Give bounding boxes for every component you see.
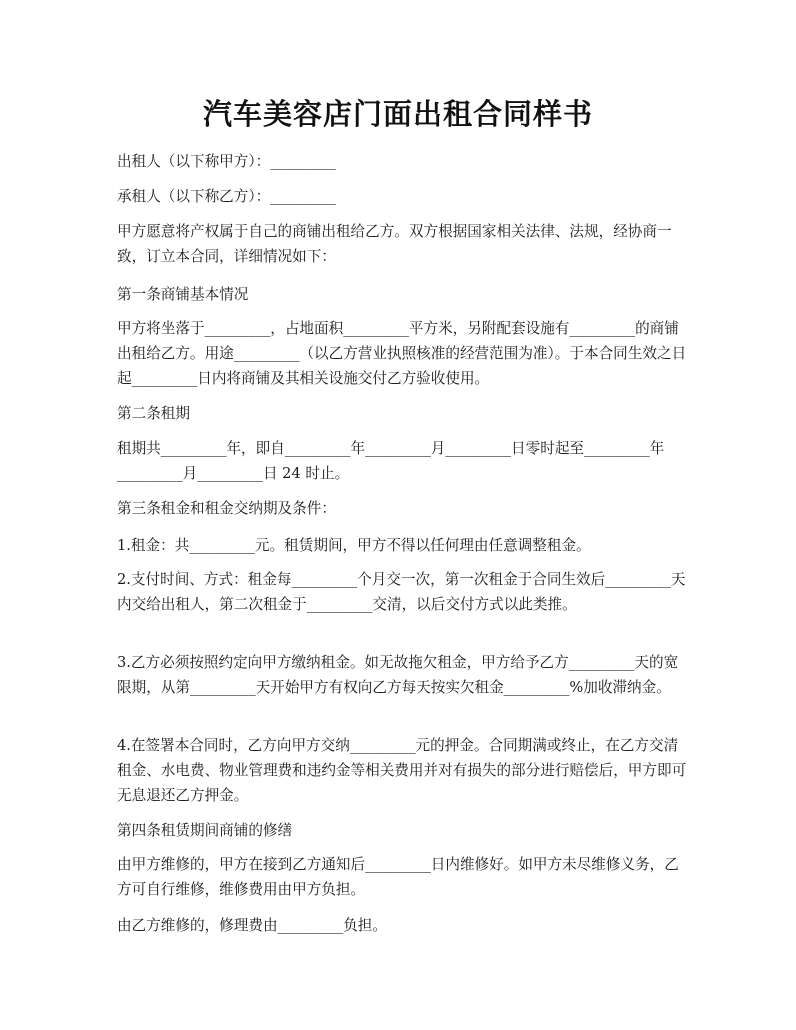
article4-body2: 由乙方维修的，修理费由_________负担。: [117, 917, 387, 934]
intro-paragraph: 甲方愿意将产权属于自己的商铺出租给乙方。双方根据国家相关法律、法规，经协商一致，订立本合同，详细情况如下：: [117, 223, 672, 265]
article2-heading: 第二条租期: [117, 405, 190, 422]
article3-item2: 2.支付时间、方式：租金每_________个月交一次，第一次租金于合同生效后_________天内交给出租人，第二次租金于_________交清，以后交付方式以此类推。: [117, 571, 686, 613]
article2-body: 租期共_________年，即自_________年_________月_________日零时起至_________年_________月_________日 24 时止。: [117, 440, 665, 482]
article3-item3: 3.乙方必须按照约定向甲方缴纳租金。如无故拖欠租金，甲方给予乙方_________天的宽限期，从第_________天开始甲方有权向乙方每天按实欠租金_________%加收滞纳金。: [117, 654, 679, 696]
article3-item1: 1.租金：共_________元。租赁期间，甲方不得以任何理由任意调整租金。: [117, 537, 591, 554]
document-title: 汽车美容店门面出租合同样书: [202, 97, 593, 131]
lessor-line: 出租人（以下称甲方）：_________: [117, 153, 336, 170]
article1-heading: 第一条商铺基本情况: [117, 286, 249, 303]
lessee-line: 承租人（以下称乙方）：_________: [117, 188, 336, 205]
article3-item4: 4.在签署本合同时，乙方向甲方交纳_________元的押金。合同期满或终止，在乙方交清租金、水电费、物业管理费和违约金等相关费用并对有损失的部分进行赔偿后，甲方即可无息退还乙方押金。: [117, 737, 687, 804]
article1-body: 甲方将坐落于_________，占地面积_________平方米，另附配套设施有_________的商铺出租给乙方。用途_________（以乙方营业执照核准的经营范围为准）。于本合同生效之日起_________日内将商铺及其相关设施交付乙方验收使用。: [117, 320, 687, 387]
article4-body1: 由甲方维修的，甲方在接到乙方通知后_________日内维修好。如甲方未尽维修义务，乙方可自行维修，维修费用由甲方负担。: [117, 856, 679, 898]
article3-heading: 第三条租金和租金交纳期及条件：: [117, 500, 336, 517]
article4-heading: 第四条租赁期间商铺的修缮: [117, 822, 293, 839]
